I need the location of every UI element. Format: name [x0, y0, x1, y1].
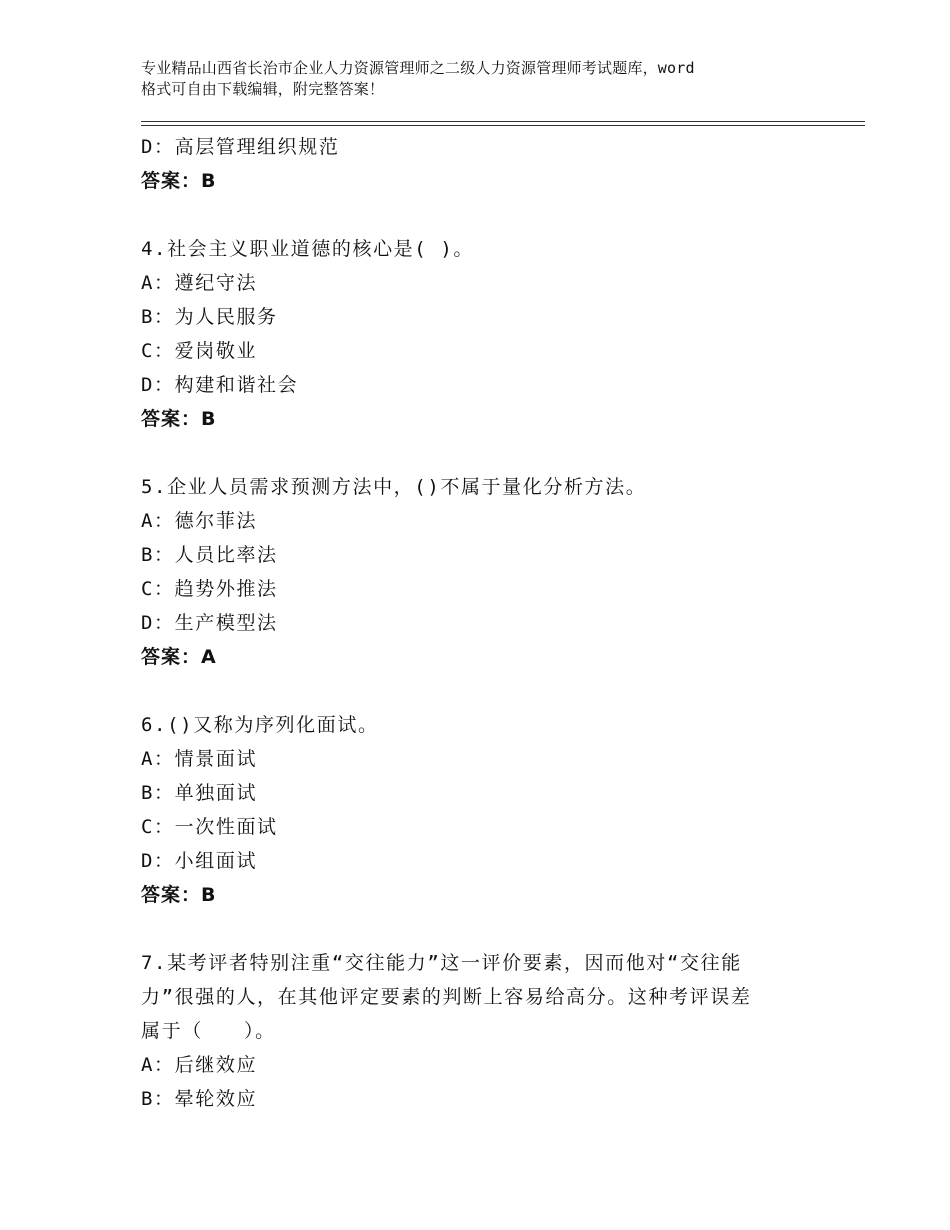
spacer: [141, 436, 821, 470]
q5-option-c: C：趋势外推法: [141, 578, 278, 600]
q6-option-a: A：情景面试: [141, 748, 258, 770]
answer-label: 答案：: [141, 170, 202, 192]
spacer: [141, 912, 821, 946]
q5-option-b: B：人员比率法: [141, 544, 278, 566]
q3-option-d: D：高层管理组织规范: [141, 136, 340, 158]
answer-value: B: [201, 408, 217, 430]
q7-stem-line-2: 力”很强的人，在其他评定要素的判断上容易给高分。这种考评误差: [141, 986, 752, 1008]
answer-value: A: [201, 646, 217, 668]
q5-answer: [141, 640, 821, 674]
header-line-2: 格式可自由下载编辑，附完整答案！: [141, 80, 385, 98]
header-rule-top: [141, 121, 865, 122]
answer-label: 答案：: [141, 884, 202, 906]
q5-stem: 5.企业人员需求预测方法中，()不属于量化分析方法。: [141, 476, 647, 498]
header-line-1: 专业精品山西省长治市企业人力资源管理师之二级人力资源管理师考试题库，word: [141, 59, 695, 77]
answer-value: B: [201, 170, 217, 192]
spacer: [141, 198, 821, 232]
question-list: [141, 130, 821, 1116]
q6-option-d: D：小组面试: [141, 850, 258, 872]
q4-answer: [141, 402, 821, 436]
q4-option-d: D：构建和谐社会: [141, 374, 299, 396]
q5-option-d: D：生产模型法: [141, 612, 278, 634]
q7-stem-line-1: 7.某考评者特别注重“交往能力”这一评价要素，因而他对“交往能: [141, 952, 742, 974]
answer-label: 答案：: [141, 408, 202, 430]
q7-option-a: A：后继效应: [141, 1054, 258, 1076]
q6-option-c: C：一次性面试: [141, 816, 278, 838]
q5-option-a: A：德尔菲法: [141, 510, 258, 532]
answer-label: 答案：: [141, 646, 202, 668]
header-rule-bottom: [141, 125, 865, 126]
q4-stem: 4.社会主义职业道德的核心是( )。: [141, 238, 474, 260]
q6-stem: 6.()又称为序列化面试。: [141, 714, 379, 736]
q3-answer: [141, 164, 821, 198]
q4-option-b: B：为人民服务: [141, 306, 278, 328]
answer-value: B: [201, 884, 217, 906]
q6-option-b: B：单独面试: [141, 782, 258, 804]
spacer: [141, 674, 821, 708]
q7-stem-line-3: 属于（ ）。: [141, 1020, 276, 1042]
q4-option-a: A：遵纪守法: [141, 272, 258, 294]
document-header: [141, 58, 841, 100]
q6-answer: [141, 878, 821, 912]
q7-option-b: B：晕轮效应: [141, 1088, 258, 1110]
q4-option-c: C：爱岗敬业: [141, 340, 258, 362]
